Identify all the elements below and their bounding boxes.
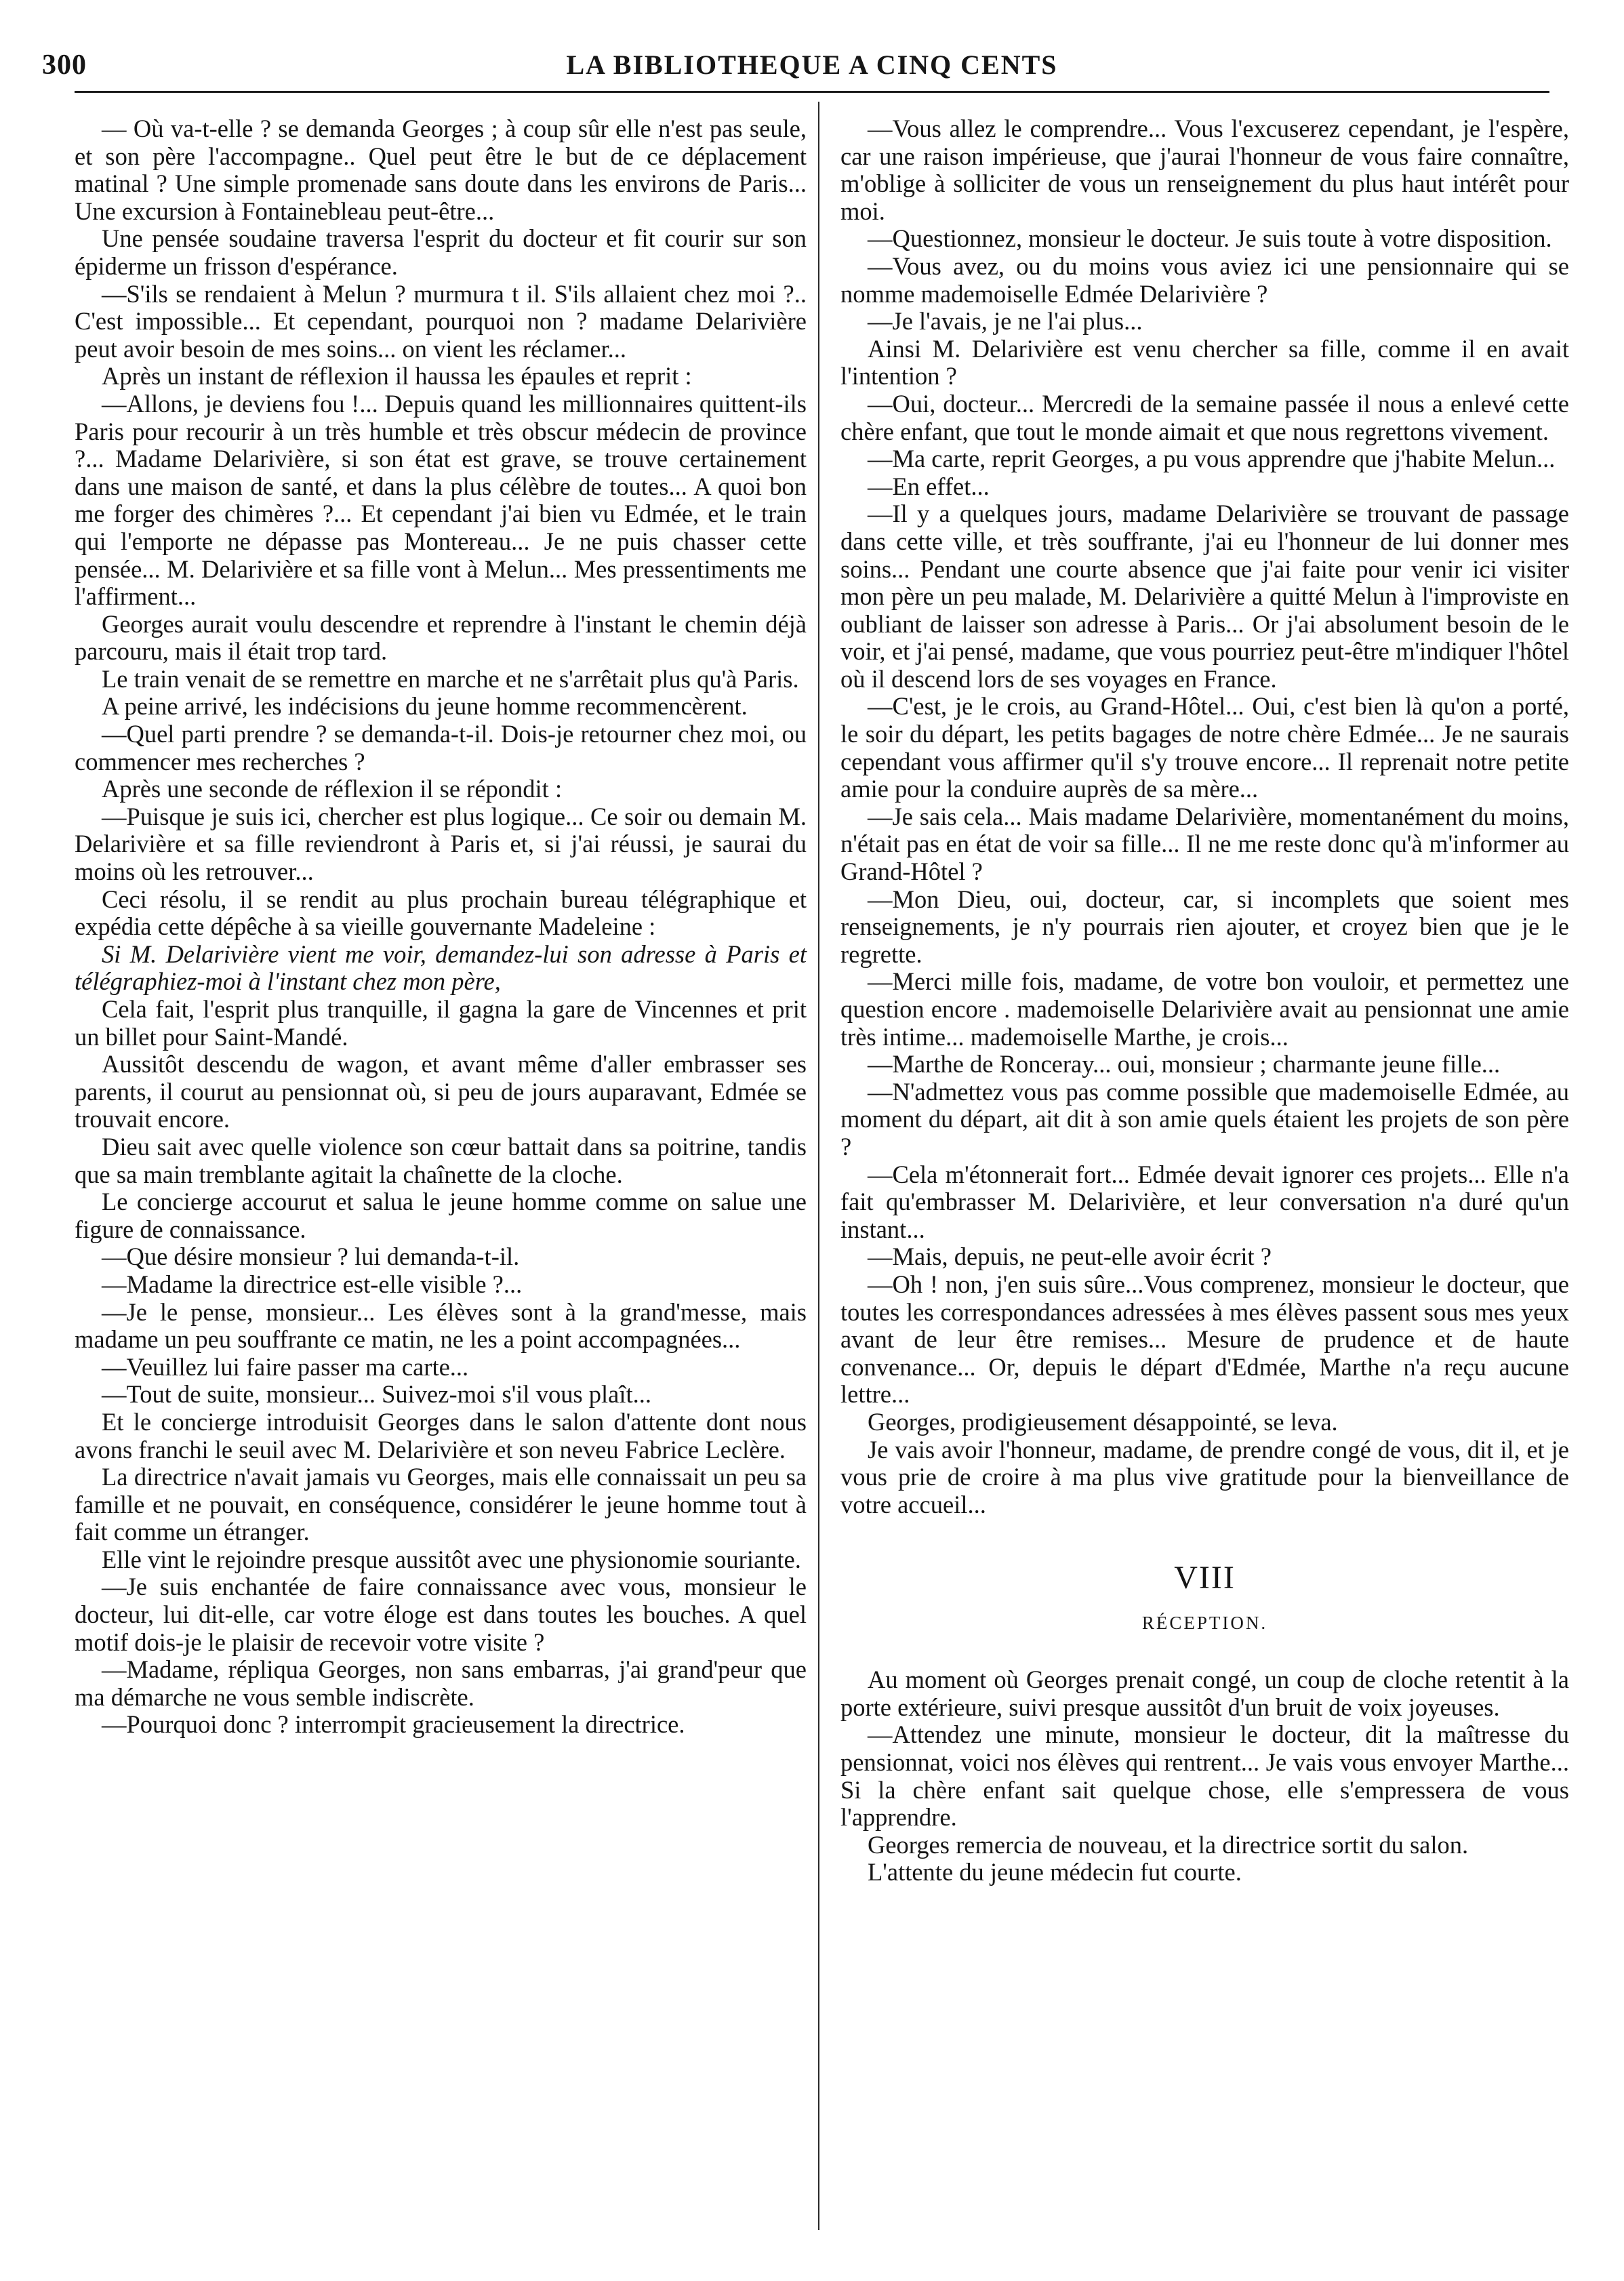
paragraph: —Pourquoi donc ? interrompit gracieusement la directrice. xyxy=(102,1710,685,1739)
paragraph: —Questionnez, monsieur le docteur. Je suis toute à votre disposition. xyxy=(868,224,1552,253)
paragraph: Je vais avoir l'honneur, madame, de prendre congé de vous, dit il, et je vous prie de croire à ma plus vive gratitude pour la bienveillance de votre accueil... xyxy=(840,1435,1569,1518)
paragraph: —Ma carte, reprit Georges, a pu vous apprendre que j'habite Melun... xyxy=(868,445,1556,473)
paragraph: Au moment où Georges prenait congé, un coup de cloche retentit à la porte extérieure, suivi presque aussitôt d'un bruit de voix joyeuses. xyxy=(840,1666,1569,1721)
right-column xyxy=(840,115,1569,1886)
paragraph: —Marthe de Ronceray... oui, monsieur ; charmante jeune fille... xyxy=(868,1050,1501,1078)
paragraph: —Que désire monsieur ? lui demanda-t-il. xyxy=(102,1243,520,1271)
paragraph: Elle vint le rejoindre presque aussitôt avec une physionomie souriante. xyxy=(102,1545,801,1573)
paragraph: Si M. Delarivière vient me voir, demandez-lui son adresse à Paris et télégraphiez-moi à l'instant chez mon père, xyxy=(75,940,807,996)
paragraph: —Allons, je deviens fou !... Depuis quand les millionnaires quittent-ils Paris pour recourir à un très humble et très obscur médecin de province ?... Madame Delarivière, si son état est grave, se trouve certainement dans une maison de santé, et dans la plus célèbre de toutes... A quoi bon me forger des chimères ?... Et cependant j'ai bien vu Edmée, et le train qui l'emporte ne dépasse pas Montereau... Je ne puis chasser cette pensée... M. Delarivière et sa fille vont à Melun... Mes pressentiments me l'affirment... xyxy=(75,389,807,611)
paragraph: —Quel parti prendre ? se demanda-t-il. Dois-je retourner chez moi, ou commencer mes recherches ? xyxy=(75,720,807,775)
right-column-text xyxy=(840,115,1569,1518)
paragraph: —En effet... xyxy=(868,472,990,500)
paragraph: A peine arrivé, les indécisions du jeune homme recommencèrent. xyxy=(102,692,748,721)
paragraph: —S'ils se rendaient à Melun ? murmura t il. S'ils allaient chez moi ?.. C'est impossible... Et cependant, pourquoi non ? madame Delarivière peut avoir besoin de mes soins... on vient les réclamer... xyxy=(75,279,807,363)
paragraph: Et le concierge introduisit Georges dans le salon d'attente dont nous avons franchi le seuil avec M. Delarivière et son neveu Fabrice Leclère. xyxy=(75,1407,807,1464)
paragraph: Ceci résolu, il se rendit au plus prochain bureau télégraphique et expédia cette dépêche à sa vieille gouvernante Madeleine : xyxy=(75,885,807,941)
paragraph: Georges aurait voulu descendre et reprendre à l'instant le chemin déjà parcouru, mais il était trop tard. xyxy=(75,609,807,666)
paragraph: Le concierge accourut et salua le jeune homme comme on salue une figure de connaissance. xyxy=(75,1188,807,1243)
paragraph: Aussitôt descendu de wagon, et avant même d'aller embrasser ses parents, il courut au pensionnat où, si peu de jours auparavant, Edmée se trouvait encore. xyxy=(75,1050,807,1133)
paragraph: —N'admettez vous pas comme possible que mademoiselle Edmée, au moment du départ, ait dit à son amie quels étaient les projets de son père ? xyxy=(840,1077,1569,1160)
paragraph: —Vous avez, ou du moins vous aviez ici une pensionnaire qui se nomme mademoiselle Edmée Delarivière ? xyxy=(840,251,1569,308)
paragraph: —Je le pense, monsieur... Les élèves sont à la grand'messe, mais madame un peu souffrante ce matin, ne les a point accompagnées... xyxy=(75,1297,807,1354)
chapter-body xyxy=(840,1666,1569,1886)
paragraph: — Où va-t-elle ? se demanda Georges ; à coup sûr elle n'est pas seule, et son père l'accompagne.. Quel peut être le but de ce déplacement matinal ? Une simple promenade sans doute dans les environs de Paris... Une excursion à Fontainebleau peut-être... xyxy=(75,115,807,225)
paragraph: —C'est, je le crois, au Grand-Hôtel... Oui, c'est bien là qu'on a porté, le soir du départ, les petits bagages de notre chère Edmée... Je ne saurais cependant vous affirmer qu'il s'y trouve encore... Il reprenait notre petite amie pour la conduire auprès de sa mère... xyxy=(840,692,1569,803)
paragraph: —Il y a quelques jours, madame Delarivière se trouvant de passage dans cette ville, et très souffrante, j'ai eu l'honneur de lui donner mes soins... Pendant une courte absence que j'ai faite pour venir ici visiter mon père un peu malade, M. Delarivière a quitté Melun à l'improviste en oubliant de laisser son adresse à Paris... Or j'ai absolument besoin de le voir, et j'ai pensé, madame, que vous pourriez peut-être m'indiquer l'hôtel où il descend lors de ses voyages en France. xyxy=(840,500,1569,693)
paragraph: L'attente du jeune médecin fut courte. xyxy=(868,1858,1242,1886)
paragraph: Georges, prodigieusement désappointé, se leva. xyxy=(868,1407,1338,1436)
paragraph: Dieu sait avec quelle violence son cœur battait dans sa poitrine, tandis que sa main tremblante agitait la chaînette de la cloche. xyxy=(75,1132,807,1188)
chapter-title: RÉCEPTION. xyxy=(1141,1613,1268,1634)
chapter-number: VIII xyxy=(1174,1560,1236,1596)
paragraph: —Attendez une minute, monsieur le docteur, dit la maîtresse du pensionnat, voici nos élèves qui rentrent... Je vais vous envoyer Marthe... Si la chère enfant sait quelque chose, elle s'empressera de vous l'apprendre. xyxy=(840,1720,1569,1832)
running-title: LA BIBLIOTHEQUE A CINQ CENTS xyxy=(566,49,1058,80)
paragraph: —Je suis enchantée de faire connaissance avec vous, monsieur le docteur, lui dit-elle, car votre éloge est dans toutes les bouches. A quel motif dois-je le plaisir de recevoir votre visite ? xyxy=(75,1573,807,1656)
column-divider xyxy=(818,102,819,2230)
paragraph: —Mon Dieu, oui, docteur, car, si incomplets que soient mes renseignements, je n'y pourrais rien ajouter, et croyez bien que je le regrette. xyxy=(840,885,1569,968)
paragraph: Georges remercia de nouveau, et la directrice sortit du salon. xyxy=(868,1830,1469,1859)
paragraph: —Veuillez lui faire passer ma carte... xyxy=(102,1352,469,1381)
paragraph: —Tout de suite, monsieur... Suivez-moi s'il vous plaît... xyxy=(102,1380,652,1409)
page-number: 300 xyxy=(42,49,87,81)
paragraph: Après un instant de réflexion il haussa les épaules et reprit : xyxy=(102,362,692,390)
paragraph: La directrice n'avait jamais vu Georges, mais elle connaissait un peu sa famille et ne pouvait, en conséquence, considérer le jeune homme tout à fait comme un étranger. xyxy=(75,1463,807,1546)
header-rule xyxy=(75,91,1549,93)
paragraph: —Oh ! non, j'en suis sûre...Vous comprenez, monsieur le docteur, que toutes les correspondances adressées à mes élèves passent sous mes yeux avant de leur être remises... Mesure de prudence et de haute convenance... Or, depuis le départ d'Edmée, Marthe n'a reçu aucune lettre... xyxy=(840,1270,1569,1409)
paragraph: —Mais, depuis, ne peut-elle avoir écrit ? xyxy=(868,1243,1272,1271)
paragraph: —Je sais cela... Mais madame Delarivière, momentanément du moins, n'était pas en état de voir sa fille... Il ne me reste donc qu'à m'informer au Grand-Hôtel ? xyxy=(840,802,1569,886)
left-column xyxy=(75,115,807,1739)
paragraph: Le train venait de se remettre en marche et ne s'arrêtait plus qu'à Paris. xyxy=(102,664,799,693)
paragraph: —Merci mille fois, madame, de votre bon vouloir, et permettez une question encore . mademoiselle Delarivière avait au pensionnat une amie très intime... mademoiselle Marthe, je crois... xyxy=(840,967,1569,1051)
paragraph: Une pensée soudaine traversa l'esprit du docteur et fit courir sur son épiderme un frisson d'espérance. xyxy=(75,224,807,280)
paragraph: Ainsi M. Delarivière est venu chercher sa fille, comme il en avait l'intention ? xyxy=(840,334,1569,390)
paragraph: —Madame, répliqua Georges, non sans embarras, j'ai grand'peur que ma démarche ne vous semble indiscrète. xyxy=(75,1655,807,1711)
paragraph: —Oui, docteur... Mercredi de la semaine passée il nous a enlevé cette chère enfant, que tout le monde aimait et que nous regrettons vivement. xyxy=(840,389,1569,445)
paragraph: Cela fait, l'esprit plus tranquille, il gagna la gare de Vincennes et prit un billet pour Saint-Mandé. xyxy=(75,995,807,1051)
paragraph: —Cela m'étonnerait fort... Edmée devait ignorer ces projets... Elle n'a fait qu'embrasser M. Delarivière, et leur conversation n'a duré qu'un instant... xyxy=(840,1160,1569,1243)
paragraph: —Madame la directrice est-elle visible ?... xyxy=(102,1270,523,1298)
paragraph: —Puisque je suis ici, chercher est plus logique... Ce soir ou demain M. Delarivière et sa fille reviendront à Paris et, si j'ai réussi, je saurai du moins où les retrouver... xyxy=(75,802,807,886)
paragraph: —Je l'avais, je ne l'ai plus... xyxy=(868,307,1143,336)
paragraph: —Vous allez le comprendre... Vous l'excuserez cependant, je l'espère, car une raison impérieuse, que j'aurai l'honneur de vous faire connaître, m'oblige à solliciter de vous un renseignement du plus haut intérêt pour moi. xyxy=(840,115,1569,225)
paragraph: Après une seconde de réflexion il se répondit : xyxy=(102,775,563,803)
